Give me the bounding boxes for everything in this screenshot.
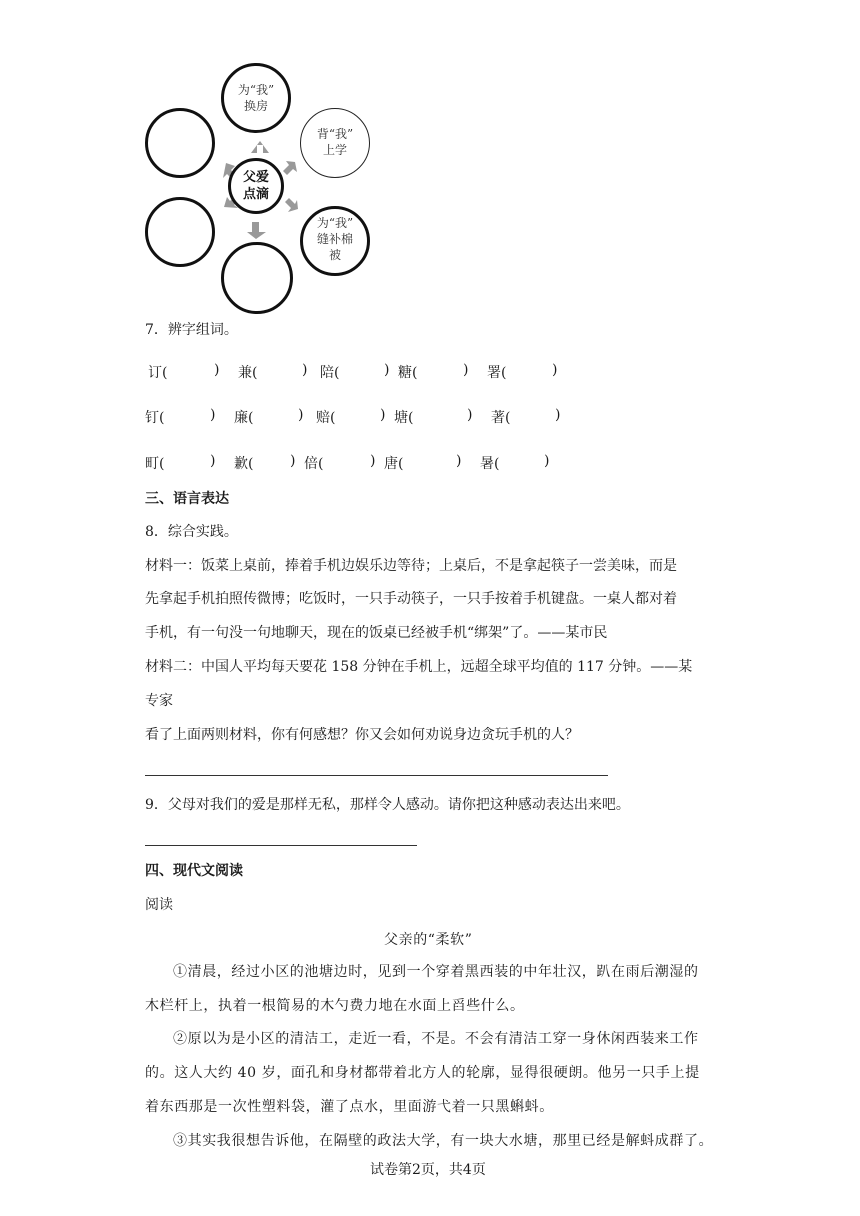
article-p1-line-2: 木栏杆上，执着一根简易的木勺费力地在水面上舀些什么。	[145, 998, 525, 1014]
q7-cell-char: 订(	[148, 365, 168, 381]
reading-label: 阅读	[145, 897, 173, 913]
q7-cell-close: )	[456, 453, 462, 469]
q9-answer-line[interactable]	[145, 845, 417, 846]
q8-material-2-line-1: 材料二：中国人平均每天要花 158 分钟在手机上，远超全球平均值的 117 分钟。——某	[145, 659, 693, 675]
node-lower-right-line3: 被	[328, 248, 341, 262]
q7-cell-close: )	[370, 453, 376, 469]
arrow-upright-icon	[283, 161, 297, 175]
article-p2-line-2: 的。这人大约 40 岁，面孔和身材都带着北方人的轮廓，显得很硬朗。他另一只手上提	[145, 1065, 700, 1081]
node-upper-right-line2: 上学	[322, 143, 347, 157]
node-circle-lower-right	[300, 206, 370, 276]
q8-answer-line[interactable]	[145, 775, 608, 776]
q7-cell-close: )	[555, 407, 561, 423]
q7-cell-close: )	[552, 362, 558, 378]
node-circle-upper-left-blank	[145, 108, 215, 178]
father-love-diagram	[140, 60, 380, 316]
article-p3-line-1: ③其实我很想告诉他，在隔壁的政法大学，有一块大水塘，那里已经是解蚪成群了。	[173, 1133, 714, 1149]
section-4-heading: 四、现代文阅读	[145, 863, 243, 879]
section-3-heading: 三、语言表达	[145, 491, 229, 507]
arrow-downright-icon	[285, 198, 298, 212]
q7-cell-char: 署(	[487, 365, 507, 381]
q7-cell-char: 唐(	[384, 456, 404, 472]
q7-cell-char: 町(	[145, 456, 165, 472]
q7-cell-close: )	[302, 362, 308, 378]
arrow-down-icon	[247, 222, 266, 239]
q7-row-2	[0, 407, 860, 425]
q7-cell-close: )	[210, 407, 216, 423]
article-p2-line-1: ②原以为是小区的清洁工，走近一看，不是。不会有清洁工穿一身休闲西装来工作	[173, 1031, 699, 1047]
center-line1: 父爱	[242, 170, 269, 185]
q8-material-2-line-2: 专家	[145, 693, 173, 709]
q8-title: 8．综合实践。	[145, 524, 238, 540]
q7-cell-char: 歉(	[234, 456, 254, 472]
page-footer: 试卷第2页，共4页	[370, 1162, 486, 1178]
q7-cell-close: )	[384, 362, 390, 378]
q8-material-1-line-3: 手机，有一句没一句地聊天，现在的饭桌已经被手机“绑架”了。——某市民	[145, 625, 608, 641]
q7-cell-close: )	[463, 362, 469, 378]
q7-cell-close: )	[544, 453, 550, 469]
q7-cell-char: 倍(	[304, 456, 324, 472]
q7-row-1	[0, 362, 860, 380]
node-circle-top	[221, 63, 291, 133]
q7-cell-char: 廉(	[234, 410, 254, 426]
q7-cell-char: 陪(	[320, 365, 340, 381]
node-top-line2: 换房	[243, 99, 268, 113]
q8-material-1-line-1: 材料一：饭菜上桌前，捧着手机边娱乐边等待；上桌后，不是拿起筷子一尝美味，而是	[145, 558, 677, 574]
q7-cell-close: )	[214, 362, 220, 378]
q7-cell-char: 糖(	[398, 365, 418, 381]
q9-title: 9．父母对我们的爱是那样无私，那样令人感动。请你把这种感动表达出来吧。	[145, 797, 630, 813]
q7-cell-char: 钉(	[145, 410, 165, 426]
q8-question: 看了上面两则材料，你有何感想？你又会如何劝说身边贪玩手机的人？	[145, 727, 579, 743]
arrow-up-icon	[251, 141, 269, 153]
node-lower-right-line1: 为“我”	[316, 216, 354, 230]
q7-cell-close: )	[290, 453, 296, 469]
article-title: 父亲的“柔软”	[384, 932, 473, 948]
q7-row-3	[0, 453, 860, 471]
q7-cell-char: 赔(	[316, 410, 336, 426]
q7-cell-char: 塘(	[394, 410, 414, 426]
q7-cell-close: )	[467, 407, 473, 423]
q7-cell-char: 暑(	[480, 456, 500, 472]
node-circle-bottom-blank	[221, 242, 293, 314]
article-p1-line-1: ①清晨，经过小区的池塘边时，见到一个穿着黑西装的中年壮汉，趴在雨后潮湿的	[173, 964, 699, 980]
q8-material-1-line-2: 先拿起手机拍照传微博；吃饭时，一只手动筷子，一只手按着手机键盘。一桌人都对着	[145, 591, 677, 607]
q7-cell-close: )	[298, 407, 304, 423]
node-top-line1: 为“我”	[237, 83, 275, 97]
q7-title: 7．辨字组词。	[145, 322, 238, 338]
center-line2: 点滴	[242, 187, 269, 202]
node-circle-lower-left-blank	[145, 197, 215, 267]
center-circle	[228, 158, 284, 214]
node-lower-right-line2: 缝补棉	[316, 232, 353, 246]
q7-cell-char: 著(	[491, 410, 511, 426]
node-circle-upper-right	[300, 108, 370, 178]
article-p2-line-3: 着东西那是一次性塑料袋，灌了点水，里面游弋着一只黑蝌蚪。	[145, 1099, 554, 1115]
node-upper-right-line1: 背“我”	[316, 127, 354, 141]
q7-cell-close: )	[380, 407, 386, 423]
q7-cell-close: )	[210, 453, 216, 469]
q7-cell-char: 兼(	[238, 365, 258, 381]
